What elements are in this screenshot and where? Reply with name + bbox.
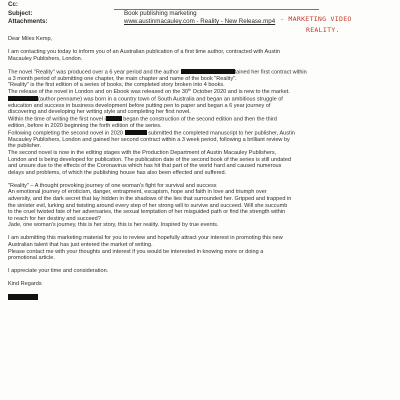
text-run: The release of the novel in London and on Ebook was released on the 30: [8, 88, 189, 95]
redaction-box: [125, 130, 147, 135]
synopsis-line: An emotional journey of eroticism, danger, entrapment, escapism, hope and faith in love and triumph over: [8, 189, 267, 196]
history-line: education and success in business development before putting pen to paper and began a 6 year journey of: [8, 102, 271, 109]
history-line: Macauley Publishers, London and gained her second contract within a 3 week period, following a brilliant review by: [8, 136, 290, 143]
closing-line: Australian talent that has just entered the market of writing.: [8, 241, 153, 248]
redaction-box: [181, 69, 235, 74]
history-line: "Reality" is the first edition of a series of books, the completed story broken into 4 books.: [8, 82, 225, 89]
text-run: Within the time of writing the first novel i: [8, 116, 106, 123]
cc-label: Cc:: [8, 1, 18, 8]
text-run: submitted the completed manuscript to her publisher, Austin: [148, 130, 295, 137]
attachment-link[interactable]: www.austinmacauley.com - Reality - New Release.mp4: [124, 18, 276, 25]
superscript: th: [188, 87, 192, 92]
signature-redaction: [8, 294, 38, 300]
appreciation-line: I appreciate your time and consideration.: [8, 268, 109, 275]
history-line: London and is being developed for publication. The publication date of the second book of the series is still undated: [8, 156, 291, 163]
greeting: Dear Miles Kemp,: [8, 36, 53, 42]
text-run: Following completing the second novel in 2020: [8, 130, 124, 137]
redaction-box: [8, 96, 38, 101]
closing-line: I am submitting this marketing material for you to review and hopefully attract your interest in promoting this new: [8, 235, 283, 242]
history-line: [8, 130, 394, 137]
synopsis-line: "Reality" – A thought provoking journey of one woman's fight for survival and success: [8, 182, 217, 189]
history-line: delays and problems, of which the publishing house has also been effected and suffered.: [8, 169, 227, 176]
text-run: October 2020 and is new to the market.: [192, 88, 290, 95]
text-run: (author penname) was born in a country town of South Australia and began an ambitious struggle of: [38, 96, 283, 103]
attachments-label: Attachments:: [8, 18, 48, 25]
history-line: and unsure due to the effects of the Coronavirus which has hit that part of the world hard and caused numerous: [8, 163, 282, 170]
redaction-box: [106, 116, 122, 121]
synopsis-paragraph: [8, 183, 394, 229]
closing-line: promotional article.: [8, 255, 55, 262]
signoff: Kind Regards: [8, 281, 42, 288]
history-line: [8, 96, 394, 103]
handwritten-note-line2: REALITY.: [306, 26, 340, 34]
synopsis-line: to reach for her destiny and succeed?: [8, 215, 101, 222]
history-line: edition, before in 2020 beginning the forth edition of the series.: [8, 123, 162, 130]
subject-label: Subject:: [8, 10, 33, 17]
history-paragraph: [8, 69, 394, 177]
history-line: the publisher.: [8, 143, 41, 150]
text-run: tained her first contract within: [234, 69, 307, 76]
history-line: The second novel is now in the editing stages with the Production Department of Austin Macauley Publishers,: [8, 150, 277, 157]
history-line: [8, 69, 394, 76]
handwritten-note-line1: - MARKETING VIDEO: [280, 15, 352, 23]
letter-body: [8, 36, 394, 302]
closing-paragraph: [8, 235, 394, 261]
history-line: discovering and developing her writing style and completing her first novel.: [8, 109, 191, 116]
subject-value: Book publishing marketing: [124, 10, 197, 17]
synopsis-line: to the cruel twisted fate of her adversaries, the sexual temptation of her misguided path or find the strength within: [8, 209, 286, 216]
intro-paragraph: [8, 49, 394, 62]
synopsis-line: Jade, one woman's journey, this is her story, this is her reality. Inspired by true events.: [8, 222, 219, 229]
synopsis-line: the sinister evil, lurking and twisting around every step of her strong will to survive and succeed. Will she succumb: [8, 202, 288, 209]
intro-line: Macauley Publishers, London.: [8, 55, 83, 62]
history-line: a 3 month period of submitting one chapter, the main chapter and name of the book "Reality".: [8, 75, 237, 82]
text-run: began the construction of the second edition and then the third: [123, 116, 277, 123]
history-line: [8, 89, 394, 96]
synopsis-line: adversity, and the dark secret that lay hidden in the shadows of the lies that surrounded her. Gripped and trapped in: [8, 196, 292, 203]
text-run: The novel "Reality" was produced over a 6 year period and the author: [8, 69, 180, 76]
closing-line: Please contact me with your thoughts and interest if you would be interested in knowing more or doing a: [8, 248, 264, 255]
history-line: [8, 116, 394, 123]
intro-line: I am contacting you today to inform you of an Australian publication of a first time author, contracted with Austin: [8, 48, 280, 55]
